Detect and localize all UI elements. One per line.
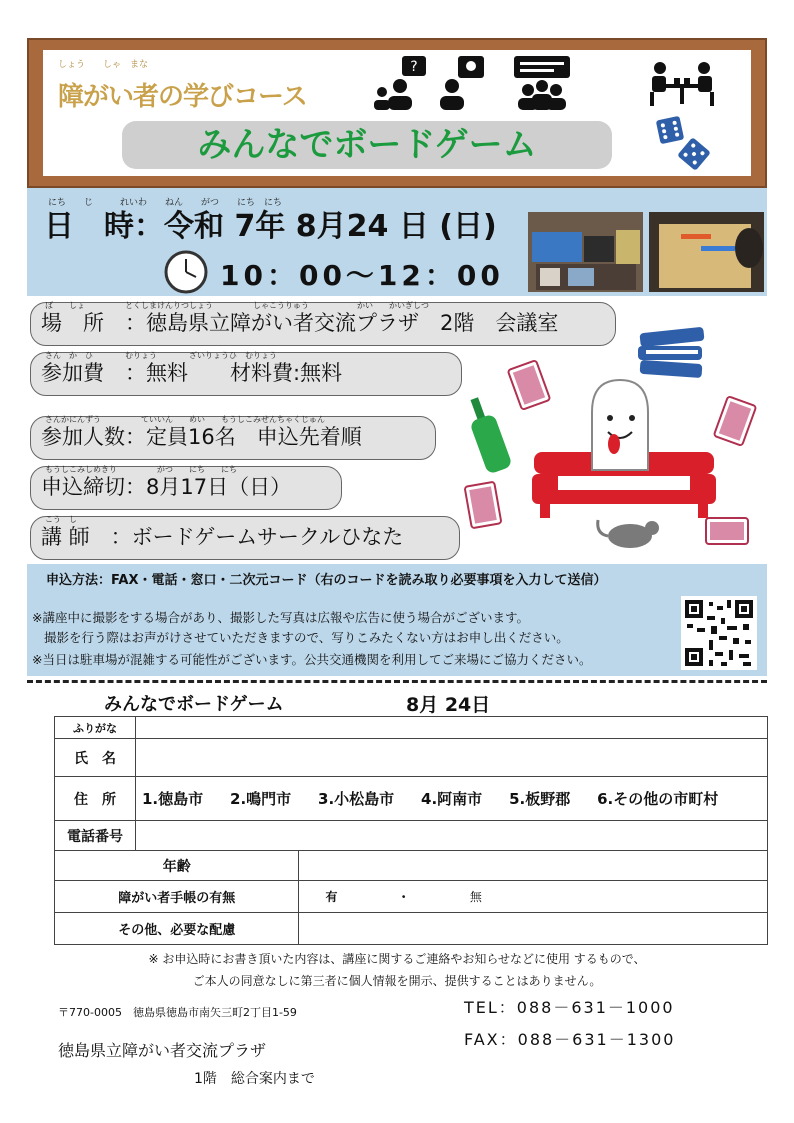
capacity-pill [30,416,436,460]
form-title: みんなでボードゲーム [104,694,284,715]
other-field[interactable] [299,913,768,945]
lecturer-text: 講 師 ：ボードゲームサークルひなた [41,525,404,549]
organization-name: 徳島県立障がい者交流プラザ [58,1041,267,1060]
bottle-icon [469,397,513,474]
fax-number[interactable]: FAX：088－631－1300 [464,1030,676,1049]
name-label: 氏 名 [55,739,136,777]
capacity-text: 参加人数：定員16名 申込先着順 [41,425,362,449]
board-games-photo [528,212,643,292]
address-option[interactable]: 6.その他の市町村 [597,790,719,808]
fee-pill [30,352,462,396]
venue-ruby: ば しょ とくしまけんりつしょう しゃこうりゅう かい かいぎしつ [45,301,429,310]
furigana-label: ふりがな [55,717,136,739]
handbook-label: 障がい者手帳の有無 [55,881,299,913]
handbook-yes-option[interactable]: 有 [325,890,338,904]
clock-icon [164,250,208,294]
name-field[interactable] [136,739,768,777]
form-row-age [55,851,768,881]
other-label: その他、必要な配慮 [55,913,299,945]
date-ruby: にち じ れいわ ねん がつ にち にち [48,198,283,208]
lecturer-ruby: こう し [45,515,77,524]
group-presentation-icon [514,56,570,110]
handbook-no-option[interactable]: 無 [469,890,482,904]
question-person-icon [374,56,426,110]
ghost-icon [592,380,648,470]
reception-desk: 1階 総合案内まで [194,1071,315,1087]
application-method: 申込方法：FAX・電話・窓口・二次元コード（右のコードを読み取り必要事項を入力して送信） [46,573,607,588]
photo-notice-2: 撮影を行う際はお声がけさせていただきますので、写りこみたくない方はお申し出ください。 [44,630,569,645]
application-form [54,716,768,945]
idea-person-icon [440,56,484,110]
address-option[interactable]: 4.阿南市 [421,790,483,808]
venue-text: 場 所 ：徳島県立障がい者交流プラザ 2階 会議室 [41,311,559,335]
handbook-separator: ・ [397,890,410,904]
photo-notice: ※講座中に撮影をする場合があり、撮影した写真は広報や広告に使う場合がございます。 [32,610,529,625]
address-option[interactable]: 3.小松島市 [318,790,395,808]
postal-address: 〒770-0005 徳島県徳島市南矢三町2丁目1-59 [58,1006,297,1019]
address-option[interactable]: 1.徳島市 [142,790,204,808]
form-row-other [55,913,768,945]
main-title: みんなでボードゲーム [197,125,537,165]
books-icon [638,327,705,378]
age-label: 年齢 [55,851,299,881]
qr-code[interactable] [681,596,757,670]
event-date: 日 時：令和 7年 8月24 日 (日) [44,209,497,244]
consent-line-1: ※ お申込時にお書き頂いた内容は、講座に関するご連絡やお知らせなどに使用 するもので、 [148,952,646,966]
board-game-players-icon [648,58,716,108]
lecturer-pill [30,516,460,560]
dice-icon [656,116,712,170]
address-option[interactable]: 5.板野郡 [509,790,571,808]
address-option[interactable]: 2.鳴門市 [230,790,292,808]
course-title: 障がい者の学びコース [58,82,307,112]
svg-text:?: ? [410,59,418,75]
fee-text: 参加費 ：無料 材料費:無料 [41,361,343,385]
playing-photo [649,212,764,292]
mouse-icon [598,520,659,548]
form-row-address [55,777,768,821]
deadline-ruby: もうしこみしめきり がつ にち にち [45,465,237,474]
age-field[interactable] [299,851,768,881]
address-field[interactable] [136,777,768,821]
deadline-text: 申込締切：8月17日（日） [41,475,292,499]
form-row-handbook [55,881,768,913]
address-label: 住 所 [55,777,136,821]
handbook-field[interactable] [299,881,768,913]
fee-ruby: さん か ひ むりょう ざいりょうひ むりょう [45,351,277,360]
form-row-name [55,739,768,777]
course-title-ruby: しょう しゃ まな [58,60,149,70]
cut-line [27,680,767,683]
tel-number[interactable]: TEL：088－631－1000 [464,998,675,1017]
form-row-phone [55,821,768,851]
event-time: 10：00～12：00 [220,259,504,292]
furigana-field[interactable] [136,717,768,739]
capacity-ruby: さんかにんずう ていいん めい もうしこみせんちゃくじゅん [45,415,325,424]
parking-notice: ※当日は駐車場が混雑する可能性がございます。公共交通機関を利用してご来場にご協力ください。 [32,652,592,667]
ghost-sofa-illustration [462,320,772,560]
deadline-pill [30,466,342,510]
phone-field[interactable] [136,821,768,851]
consent-line-2: ご本人の同意なしに第三者に個人情報を開示、提供することはありません。 [192,974,602,988]
discussion-icons [372,54,572,114]
phone-label: 電話番号 [55,821,136,851]
form-row-furigana [55,717,768,739]
form-date: 8月 24日 [406,694,491,716]
